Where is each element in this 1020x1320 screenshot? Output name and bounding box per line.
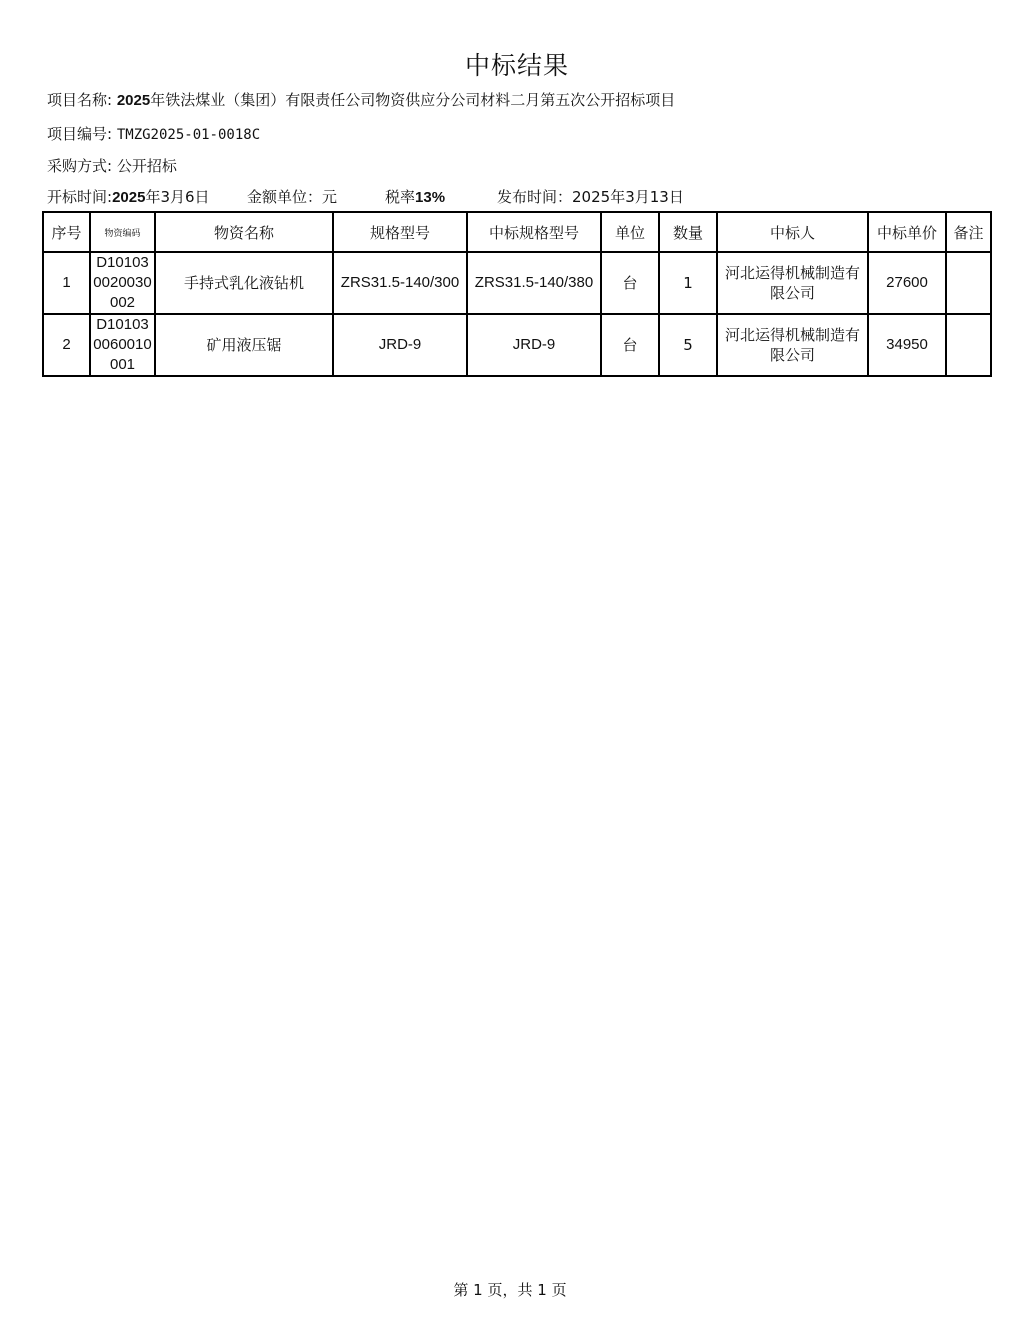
procurement-method-label: 采购方式:: [47, 157, 113, 175]
project-code-label: 项目编号:: [47, 125, 113, 143]
cell-material-code: D101030060010001: [90, 314, 155, 376]
procurement-method-line: [47, 155, 177, 176]
cell-material-name: 手持式乳化液钻机: [155, 252, 333, 314]
cell-qty: 1: [659, 252, 717, 314]
cell-unit: 台: [601, 252, 659, 314]
cell-seq: 2: [43, 314, 90, 376]
table-row: [43, 314, 991, 376]
tax-rate-value: 13%: [415, 189, 446, 206]
project-name-line: [47, 89, 675, 110]
table-header-row: [43, 212, 991, 252]
project-name-label: 项目名称:: [47, 91, 113, 109]
open-time-value: 年3月6日: [145, 188, 210, 206]
currency-unit-value: 元: [322, 188, 338, 206]
open-time-label: 开标时间:: [47, 188, 113, 206]
cell-remark: [946, 314, 991, 376]
page-title: 中标结果: [464, 51, 569, 80]
project-code-line: [47, 123, 260, 144]
col-header-spec: 规格型号: [333, 212, 467, 252]
cell-seq: 1: [43, 252, 90, 314]
cell-material-code: D101030020030002: [90, 252, 155, 314]
table-row: [43, 252, 991, 314]
tax-rate-label: 税率: [385, 188, 416, 206]
cell-win-spec: ZRS31.5-140/380: [467, 252, 601, 314]
col-header-seq: 序号: [43, 212, 90, 252]
result-table: [42, 211, 992, 377]
project-name-value: 年铁法煤业（集团）有限责任公司物资供应分公司材料二月第五次公开招标项目: [150, 91, 676, 109]
cell-price: 27600: [868, 252, 946, 314]
publish-time-label: 发布时间：: [497, 188, 573, 206]
col-header-unit: 单位: [601, 212, 659, 252]
open-time: [47, 186, 210, 207]
cell-spec: JRD-9: [333, 314, 467, 376]
col-header-win-spec: 中标规格型号: [467, 212, 601, 252]
tax-rate: [385, 186, 445, 207]
procurement-method-value: 公开招标: [116, 157, 177, 175]
cell-material-name: 矿用液压锯: [155, 314, 333, 376]
col-header-material-code: 物资编码: [90, 212, 155, 252]
cell-winner: 河北运得机械制造有限公司: [717, 252, 868, 314]
cell-winner: 河北运得机械制造有限公司: [717, 314, 868, 376]
cell-remark: [946, 252, 991, 314]
col-header-price: 中标单价: [868, 212, 946, 252]
currency-unit: [247, 186, 337, 207]
cell-price: 34950: [868, 314, 946, 376]
col-header-remark: 备注: [946, 212, 991, 252]
col-header-qty: 数量: [659, 212, 717, 252]
publish-time-value: 2025年3月13日: [572, 188, 684, 206]
cell-win-spec: JRD-9: [467, 314, 601, 376]
col-header-winner: 中标人: [717, 212, 868, 252]
open-time-year: 2025: [112, 189, 146, 206]
col-header-material-name: 物资名称: [155, 212, 333, 252]
cell-unit: 台: [601, 314, 659, 376]
publish-time: [497, 186, 684, 207]
currency-unit-label: 金额单位：: [247, 188, 323, 206]
cell-qty: 5: [659, 314, 717, 376]
project-code-value: TMZG2025-01-0018C: [116, 127, 261, 143]
project-name-year: 2025: [116, 92, 151, 109]
page-footer: 第 1 页，共 1 页: [453, 1281, 567, 1299]
cell-spec: ZRS31.5-140/300: [333, 252, 467, 314]
